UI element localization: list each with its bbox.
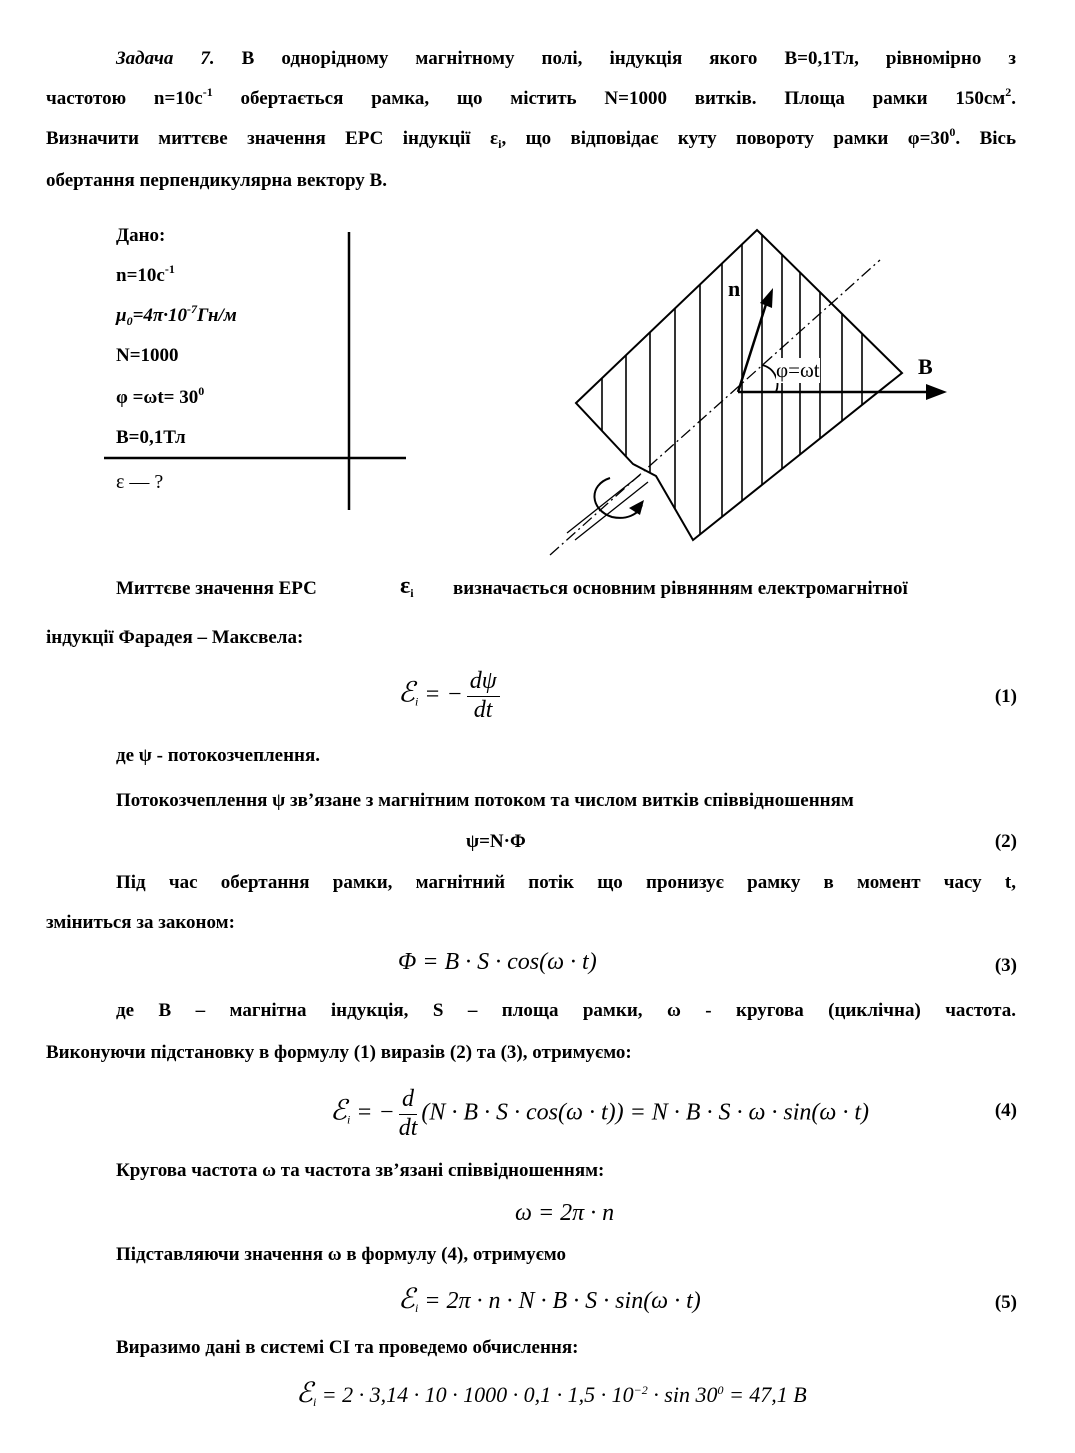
given-mu-sup: -7	[187, 302, 198, 316]
field-vector-head	[926, 384, 947, 400]
eq-4-frac: $\frac{d}{dt}$	[398, 1086, 418, 1141]
rotation-axis	[550, 260, 880, 555]
eq-final-sup2: 0	[717, 1383, 724, 1397]
eq-2: ψ=N·Φ	[466, 831, 526, 852]
eq-4-body: (N · B · S · cos(ω · t)) = N · B · S · ω · sin(ω · t)	[421, 1099, 870, 1126]
problem-sup-3: 0	[949, 125, 956, 139]
given-mu-a: μ	[116, 305, 127, 326]
para-1-eps-sub: і	[410, 586, 414, 600]
para-8: Виразимо дані в системі СІ та проведемо обчислення:	[116, 1337, 579, 1358]
eq-4-number: (4)	[994, 1100, 1017, 1121]
para-1-line2: індукції Фарадея – Максвела:	[46, 627, 304, 648]
para-2: де ψ - потокозчеплення.	[116, 745, 321, 766]
eq-3-number: (3)	[994, 955, 1017, 976]
problem-sub-1: і	[498, 137, 502, 151]
eq-final-a: = 2 · 3,14 · 10 · 1000 · 0,1 · 1,5 · 10	[316, 1382, 634, 1407]
rotating-frame	[550, 200, 947, 560]
problem-text-2a: частотою n=10с	[46, 88, 203, 109]
rotation-arrow-head	[629, 500, 644, 515]
given-title: Дано:	[116, 225, 166, 246]
given-mu-sub: 0	[126, 314, 133, 328]
para-4-line2: зміниться за законом:	[46, 912, 235, 933]
eq-final-sup1: −2	[633, 1383, 648, 1397]
para-6: Кругова частота ω та частота зв’язані співвідношенням:	[116, 1160, 605, 1181]
para-5-line1: де В – магнітна індукція, S – площа рамки, ω - кругова (циклічна) частота.	[116, 1000, 1016, 1021]
given-N: N=1000	[116, 345, 179, 366]
para-4-line1: Під час обертання рамки, магнітний потік що пронизує рамку в момент часу t,	[116, 872, 1016, 893]
eq-final-b: · sin 30	[647, 1382, 718, 1407]
given-n-text: n=10с	[116, 265, 165, 286]
problem-text-3b: , що відповідає куту повороту рамки φ=30	[501, 128, 950, 149]
problem-text-2c: .	[1011, 88, 1016, 109]
para-5-line2: Виконуючи підстановку в формулу (1) виразів (2) та (3), отримуємо:	[46, 1042, 632, 1063]
problem-text-1: В однорідному магнітному полі, індукція якого В=0,1Тл, рівномірно з	[241, 48, 1016, 69]
problem-sup-2: 2	[1005, 85, 1012, 99]
eq-1-frac: $\frac{d\psi}{dt}$	[467, 668, 500, 724]
rotation-axis-shaft	[567, 475, 640, 533]
problem-text-3c: . Вісь	[955, 128, 1016, 149]
eq-1: ℰ$_i$ = − $\frac{d\psi}{dt}$	[398, 668, 504, 724]
eq-4-eps: ℰ	[330, 1093, 347, 1127]
rotation-arrow	[594, 478, 642, 518]
angle-label: φ=ωt	[776, 358, 820, 382]
eq-4: ℰ$_i$ = − $\frac{d}{dt}$ (N · B · S · cos(ω · t)) = N · B · S · ω · sin(ω · t)	[330, 1086, 870, 1141]
normal-label: n	[728, 276, 741, 301]
eq-5-body: = 2π · n · N · B · S · sin(ω · t)	[418, 1288, 701, 1314]
eq-final-eps: ℰ	[296, 1376, 313, 1409]
para-1-b: визначається основним рівнянням електромагнітної	[453, 578, 908, 599]
para-3: Потокозчеплення ψ зв’язане з магнітним потоком та числом витків співвідношенням	[116, 790, 854, 811]
para-1-eps	[400, 572, 414, 601]
eq-1-eps: ℰ	[398, 675, 415, 709]
para-1-a: Миттєве значення ЕРС	[116, 578, 317, 599]
problem-sup-1: -1	[202, 85, 213, 99]
eq-omega: ω = 2π · n	[515, 1200, 615, 1226]
eq-1-number: (1)	[994, 686, 1017, 707]
eq-5-eps: ℰ	[398, 1282, 415, 1315]
given-n-sup: -1	[164, 262, 175, 276]
eq-final: ℰ$_i$ = $2 \cdot 3,14 \cdot 10 \cdot 1000 \cdot 0,1 \cdot 1,5 \cdot 10^{-2} \cdot \sin 30^0 = 47,1$ B	[296, 1376, 807, 1409]
problem-text-3a: Визначити миттєве значення ЕРС індукції ε	[46, 128, 499, 149]
eq-final-c: = 47,1 B	[723, 1382, 807, 1407]
problem-line-4: обертання перпендикулярна вектору В.	[46, 170, 387, 191]
given-find: ε — ?	[116, 471, 164, 493]
given-mu-c: Гн/м	[197, 305, 237, 326]
eq-3: Φ = B · S · cos(ω · t)	[398, 949, 597, 975]
given-phi-sup: 0	[198, 384, 205, 398]
given-B: В=0,1Тл	[116, 427, 186, 448]
eq-5-number: (5)	[994, 1292, 1017, 1313]
given-phi-text: φ =ωt= 30	[116, 387, 199, 408]
problem-label: Задача 7.	[116, 48, 215, 69]
field-label: B	[918, 354, 933, 379]
eq-5: ℰ$_i$ = 2π · n · N · B · S · sin(ω · t)	[398, 1282, 701, 1315]
problem-text-2b: обертається рамка, що містить N=1000 витків. Площа рамки 150см	[212, 88, 1006, 109]
given-mu-b: =4π·10	[132, 305, 188, 326]
para-7: Підставляючи значення ω в формулу (4), отримуємо	[116, 1244, 566, 1265]
eq-2-number: (2)	[994, 831, 1017, 852]
para-1-eps-sym: ε	[400, 573, 411, 599]
